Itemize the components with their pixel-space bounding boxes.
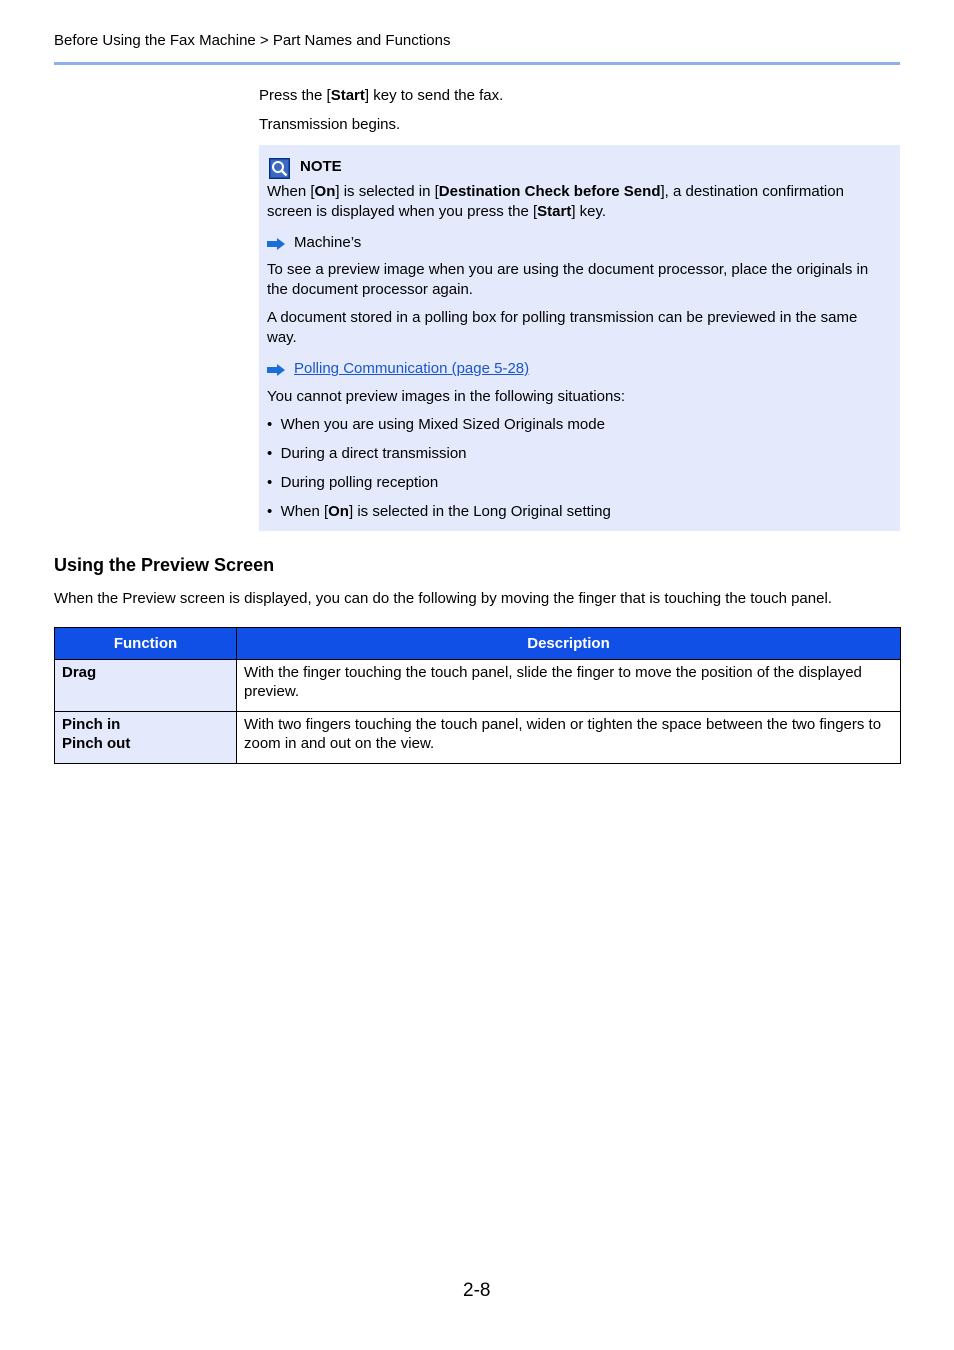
arrow-right-icon — [267, 238, 285, 250]
page-number: 2-8 — [463, 1280, 491, 1301]
note-title: NOTE — [300, 158, 342, 175]
note-paragraph-4: You cannot preview images in the following situations: — [267, 388, 625, 405]
note-paragraph-1: When [On] is selected in [Destination Check before Send], a destination confirmation screen is displayed when you press the [Start] key. — [267, 183, 844, 220]
step-press-start: Press the [Start] key to send the fax. — [259, 87, 504, 104]
list-item: • During a direct transmission — [267, 445, 467, 462]
section-intro: When the Preview screen is displayed, you can do the following by moving the finger that is touching the touch panel. — [54, 590, 832, 607]
breadcrumb: Before Using the Fax Machine > Part Names and Functions — [54, 32, 451, 49]
reference-machines: Machine’s — [294, 234, 362, 251]
note-paragraph-3: A document stored in a polling box for polling transmission can be previewed in the same way. — [267, 309, 858, 346]
list-item: • During polling reception — [267, 474, 439, 491]
list-item: • When [On] is selected in the Long Original setting — [267, 503, 611, 520]
note-icon — [269, 158, 290, 179]
note-paragraph-2: To see a preview image when you are using the document processor, place the originals in the document processor again. — [267, 261, 869, 298]
note-box — [259, 145, 900, 531]
description-cell: With two fingers touching the touch panel, widen or tighten the space between the two fingers to zoom in and out on the view. — [237, 712, 901, 764]
polling-communication-link[interactable]: Polling Communication (page 5-28) — [294, 360, 530, 377]
header-rule — [54, 62, 900, 65]
section-heading: Using the Preview Screen — [54, 555, 275, 575]
function-table — [54, 627, 901, 764]
table-row — [55, 712, 901, 764]
column-header-description: Description — [237, 628, 901, 660]
table-header-row — [55, 628, 901, 660]
table-row — [55, 660, 901, 712]
function-cell: Pinch in Pinch out — [55, 712, 237, 764]
start-key-label: Start — [330, 87, 365, 104]
column-header-function: Function — [55, 628, 237, 660]
list-item: • When you are using Mixed Sized Originals mode — [267, 416, 605, 433]
step-transmission: Transmission begins. — [259, 116, 401, 133]
function-cell: Drag — [55, 660, 237, 712]
description-cell: With the finger touching the touch panel, slide the finger to move the position of the displayed preview. — [237, 660, 901, 712]
arrow-right-icon — [267, 364, 285, 376]
